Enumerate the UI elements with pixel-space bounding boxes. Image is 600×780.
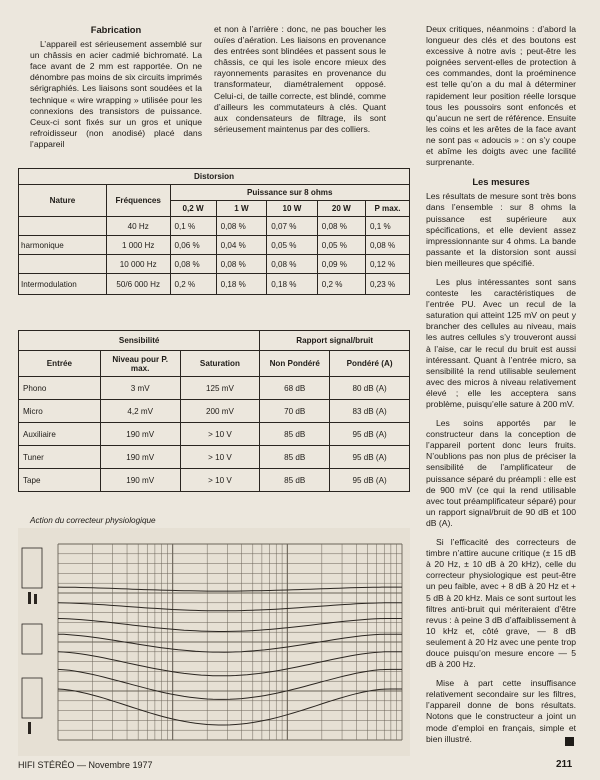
snr-cell: 85 dB	[260, 446, 330, 469]
sensitivity-title: Sensibilité	[19, 331, 260, 351]
snr-a-cell: 95 dB (A)	[330, 423, 410, 446]
snr-cell: 85 dB	[260, 423, 330, 446]
value-cell: 0,2 %	[170, 274, 216, 295]
freq-cell: 50/6 000 Hz	[106, 274, 170, 295]
col-header-frequences: Fréquences	[106, 185, 170, 217]
saturation-cell: 125 mV	[180, 377, 260, 400]
criticism-paragraph: Deux critiques, néanmoins : d’abord la longueur des clés et des boutons est excessive à notre avis ; peut-être les poignées servent-elles de protection à ces commandes, dont la proéminence est telle qu’on a du mal à déterminer rapidement leur position réelle lorsque tous les poussoirs sont enfoncés et qu’aucun ne sert de référence. Ensuite les coins et les arêtes de la face avant ne sont pas « adoucis » : on s’y coupe et abîme les doigts avec une facilité surprenante.	[426, 24, 576, 168]
table-row	[19, 400, 410, 423]
value-cell: 0,2 %	[317, 274, 365, 295]
snr-cell: 85 dB	[260, 469, 330, 492]
snr-a-cell: 95 dB (A)	[330, 469, 410, 492]
col-header-non-pondere: Non Pondéré	[260, 351, 330, 377]
table-row	[19, 255, 410, 274]
table-row	[19, 469, 410, 492]
mesures-paragraph-1: Les résultats de mesure sont très bons dans l’ensemble : sur 8 ohms la puissance est supérieure aux spécifications, et elle devient assez impressionnante sur 4 ohms. La bande passante et la distorsion sont aussi bien meilleures que spécifié.	[426, 191, 576, 268]
value-cell: 0,08 %	[317, 217, 365, 236]
value-cell: 0,08 %	[267, 255, 318, 274]
mesures-paragraph-5: Mise à part cette insuffisance relativement secondaire sur les filtres, l’appareil donne de bons résultats. Notons que le constructeur a joint un mode d’emploi en français, simple et bien illustré.	[426, 678, 576, 744]
distortion-title: Distorsion	[19, 169, 410, 185]
saturation-cell: 200 mV	[180, 400, 260, 423]
table-row	[19, 217, 410, 236]
power-header: P max.	[366, 201, 410, 217]
nature-cell: Intermodulation	[19, 274, 107, 295]
col-header-entree: Entrée	[19, 351, 101, 377]
level-cell: 190 mV	[100, 446, 180, 469]
input-cell: Tuner	[19, 446, 101, 469]
value-cell: 0,04 %	[216, 236, 267, 255]
table-row	[19, 274, 410, 295]
input-cell: Micro	[19, 400, 101, 423]
input-cell: Auxiliaire	[19, 423, 101, 446]
table-row	[19, 377, 410, 400]
nature-cell	[19, 255, 107, 274]
value-cell: 0,08 %	[216, 217, 267, 236]
saturation-cell: > 10 V	[180, 423, 260, 446]
mesures-paragraph-4: Si l’efficacité des correcteurs de timbre n’attire aucune critique (± 15 dB à 20 Hz, ± 10 dB à 20 kHz), celle du correcteur physiologique est peut-être un peu faible, avec + 8 dB à 20 Hz et + 5 dB à 20 kHz. Mais ce sont surtout les filtres anti-bruit qui mériteraient d’être revus : à peine 3 dB d’affaiblissement à 10 kHz et, côté grave, — 8 dB seulement à 20 Hz avec une pente trop douce puisqu’on mesure encore — 5 dB à 200 Hz.	[426, 537, 577, 670]
level-cell: 190 mV	[100, 469, 180, 492]
value-cell: 0,18 %	[216, 274, 267, 295]
value-cell: 0,12 %	[366, 255, 410, 274]
fabrication-continued-paragraph: et non à l’arrière : donc, ne pas boucher les ouïes d’aération. Les liaisons en provenance des entrées sont blindées et passent sous le châssis, ce qui les isole encore mieux des rayonnements parasites en provenance du transformateur, diamétralement opposé. Celui-ci, de taille correcte, est blindé, comme d’ailleurs les commutateurs à clés. Quant aux condensateurs de filtrage, ils sont sérieusement maintenus par des colliers.	[214, 24, 386, 134]
power-header: 1 W	[216, 201, 267, 217]
value-cell: 0,05 %	[317, 236, 365, 255]
power-header: 10 W	[267, 201, 318, 217]
col-header-puissance: Puissance sur 8 ohms	[170, 185, 409, 201]
freq-cell: 10 000 Hz	[106, 255, 170, 274]
snr-a-cell: 80 dB (A)	[330, 377, 410, 400]
level-cell: 190 mV	[100, 423, 180, 446]
distortion-table	[18, 168, 410, 295]
mesures-paragraph-2: Les plus intéressantes sont sans conteste les caractéristiques de l’entrée PU. Avec un recul de la saturation qui atteint 125 mV on peut y brancher des cellules au niveau, mais les autres cellules s’y trouveront aussi à l’aise, car le recul du bruit est aussi intéressant. Quant à l’entrée micro, sa sensibilité la rend utilisable seulement avec des micros à niveau relativement élevé ; elle les acceptera sans problème, puisqu’elle sature à 200 mV.	[426, 276, 576, 409]
value-cell: 0,1 %	[170, 217, 216, 236]
snr-cell: 68 dB	[260, 377, 330, 400]
page-number: 211	[556, 759, 573, 770]
end-mark-square	[565, 737, 574, 746]
snr-a-cell: 83 dB (A)	[330, 400, 410, 423]
level-cell: 3 mV	[100, 377, 180, 400]
col-header-saturation: Saturation	[180, 351, 260, 377]
col-header-niveau: Niveau pour P. max.	[100, 351, 180, 377]
mesures-paragraph-3: Les soins apportés par le constructeur dans la conception de l’appareil portent donc leurs fruits. N’oublions pas non plus de préciser la sensibilité de l’amplificateur de puissance séparé du préampli : elle est de 900 mV (ce qui la rend utilisable avec tout préamplificateur séparé) pour un rapport signal/bruit de 90 dB et 100 dB (A).	[426, 418, 576, 528]
value-cell: 0,05 %	[267, 236, 318, 255]
fabrication-paragraph: L’appareil est sérieusement assemblé sur un châssis en acier cadmié bichromaté. La face avant de 2 mm est rapportée. On ne dénombre pas moins de six circuits imprimés sérigraphiés. Les liaisons sont soudées et la technique « wire wrapping » utilisée pour les connexions des transistors de puissance. Ceux-ci sont fixés sur un gros et unique refroidisseur (non anodisé) placé dans l’appareil	[30, 39, 202, 149]
freq-cell: 40 Hz	[106, 217, 170, 236]
value-cell: 0,06 %	[170, 236, 216, 255]
level-cell: 4,2 mV	[100, 400, 180, 423]
power-header: 20 W	[317, 201, 365, 217]
value-cell: 0,08 %	[366, 236, 410, 255]
snr-title: Rapport signal/bruit	[260, 331, 410, 351]
column-2	[214, 24, 386, 135]
figure-caption: Action du correcteur physiologique	[30, 516, 156, 525]
chart-grid	[58, 544, 402, 740]
sensitivity-table	[18, 330, 410, 492]
nature-cell: harmonique	[19, 236, 107, 255]
snr-a-cell: 95 dB (A)	[330, 446, 410, 469]
saturation-cell: > 10 V	[180, 469, 260, 492]
snr-cell: 70 dB	[260, 400, 330, 423]
col-header-pondere: Pondéré (A)	[330, 351, 410, 377]
table-row	[19, 446, 410, 469]
value-cell: 0,08 %	[216, 255, 267, 274]
section-heading-fabrication: Fabrication	[90, 24, 142, 35]
saturation-cell: > 10 V	[180, 446, 260, 469]
freq-cell: 1 000 Hz	[106, 236, 170, 255]
input-cell: Tape	[19, 469, 101, 492]
value-cell: 0,23 %	[366, 274, 410, 295]
value-cell: 0,09 %	[317, 255, 365, 274]
value-cell: 0,1 %	[366, 217, 410, 236]
table-row	[19, 423, 410, 446]
value-cell: 0,07 %	[267, 217, 318, 236]
col-header-nature: Nature	[19, 185, 107, 217]
table-row	[19, 236, 410, 255]
value-cell: 0,18 %	[267, 274, 318, 295]
value-cell: 0,08 %	[170, 255, 216, 274]
footer-publication: HIFI STÉRÉO — Novembre 1977	[18, 760, 153, 770]
input-cell: Phono	[19, 377, 101, 400]
nature-cell	[19, 217, 107, 236]
power-header: 0,2 W	[170, 201, 216, 217]
section-heading-mesures: Les mesures	[472, 176, 530, 188]
column-3	[426, 24, 576, 745]
physiological-correction-chart	[18, 528, 410, 756]
column-1	[30, 24, 202, 150]
